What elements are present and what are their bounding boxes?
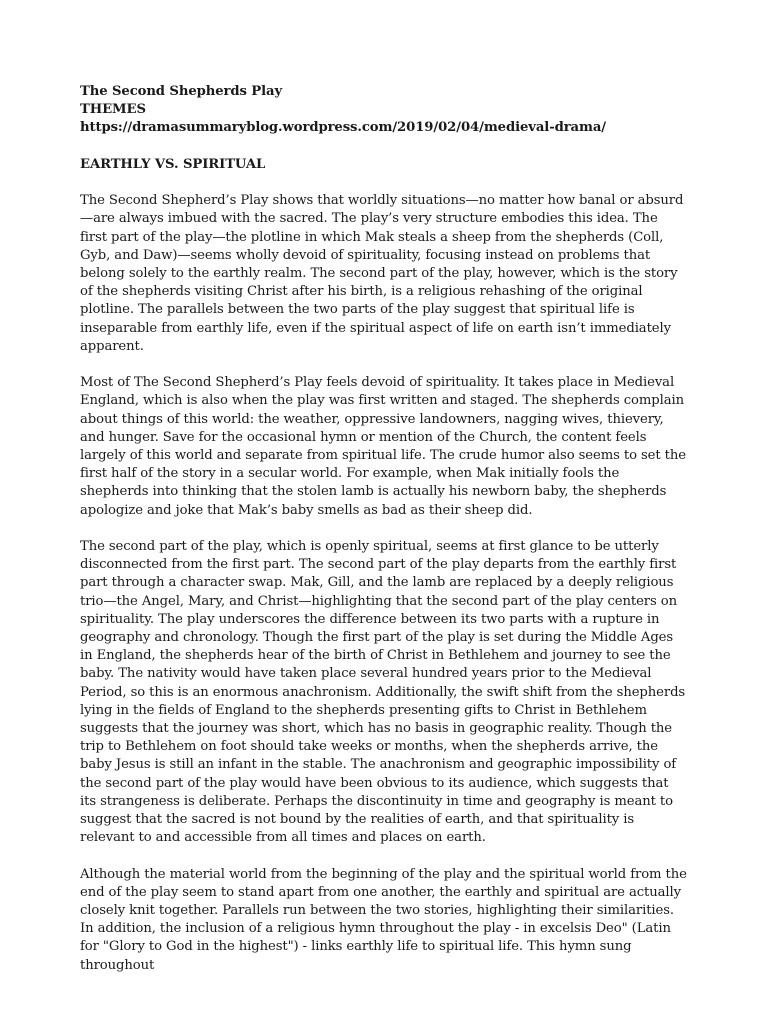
paragraph-2: Most of The Second Shepherd’s Play feels devoid of spirituality. It takes place in Medieval England, which is also when the play was first written and staged. The shepherds complain about things of this world: the weather, oppressive landowners, nagging wives, thievery, and hunger. Save for the occasional hymn or mention of the Church, the content feels largely of this world and separate from spiritual life. The crude humor also seems to set the first half of the story in a secular world. For example, when Mak initially fools the shepherds into thinking that the stolen lamb is actually his newborn baby, the shepherds apologize and joke that Mak’s baby smells as bad as their sheep did. [80,375,686,518]
document-title: The Second Shepherds Play [80,84,283,99]
section-heading: EARTHLY VS. SPIRITUAL [80,156,266,172]
document-subtitle: THEMES [80,102,146,118]
source-url: https://dramasummaryblog.wordpress.com/2019/02/04/medieval-drama/ [80,120,606,136]
paragraph-3: The second part of the play, which is openly spiritual, seems at first glance to be utterly disconnected from the first part. The second part of the play departs from the earthly first part through a character swap. Mak, Gill, and the lamb are replaced by a deeply religious trio—the Angel, Mary, and Christ—highlighting that the second part of the play centers on spirituality. The play underscores the difference between its two parts with a rupture in geography and chronology. Though the first part of the play is set during the Middle Ages in England, the shepherds hear of the birth of Christ in Bethlehem and journey to see the baby. The nativity would have taken place several hundred years prior to the Medieval Period, so this is an enormous anachronism. Additionally, the swift shift from the shepherds lying in the fields of England to the shepherds presenting gifts to Christ in Bethlehem suggests that the journey was short, which has no basis in geographic reality. Though the trip to Bethlehem on foot should take weeks or months, when the shepherds arrive, the baby Jesus is still an infant in the stable. The anachronism and geographic impossibility of the second part of the play would have been obvious to its audience, which suggests that its strangeness is deliberate. Perhaps the discontinuity in time and geography is meant to suggest that the sacred is not bound by the realities of earth, and that spirituality is relevant to and accessible from all times and places on earth. [80,539,686,846]
paragraph-1: The Second Shepherd’s Play shows that worldly situations—no matter how banal or absurd—are always imbued with the sacred. The play’s very structure embodies this idea. The first part of the play—the plotline in which Mak steals a sheep from the shepherds (Coll, Gyb, and Daw)—seems wholly devoid of spirituality, focusing instead on problems that belong solely to the earthly realm. The second part of the play, however, which is the story of the shepherds visiting Christ after his birth, is a religious rehashing of the original plotline. The parallels between the two parts of the play suggest that spiritual life is inseparable from earthly life, even if the spiritual aspect of life on earth isn’t immediately apparent. [80,193,684,354]
paragraph-4: Although the material world from the beginning of the play and the spiritual world from the end of the play seem to stand apart from one another, the earthly and spiritual are actually closely knit together. Parallels run between the two stories, highlighting their similarities. In addition, the inclusion of a religious hymn throughout the play - in excelsis Deo" (Latin for "Glory to God in the highest") - links earthly life to spiritual life. This hymn sung throughout [80,866,687,973]
document-page [80,83,688,993]
